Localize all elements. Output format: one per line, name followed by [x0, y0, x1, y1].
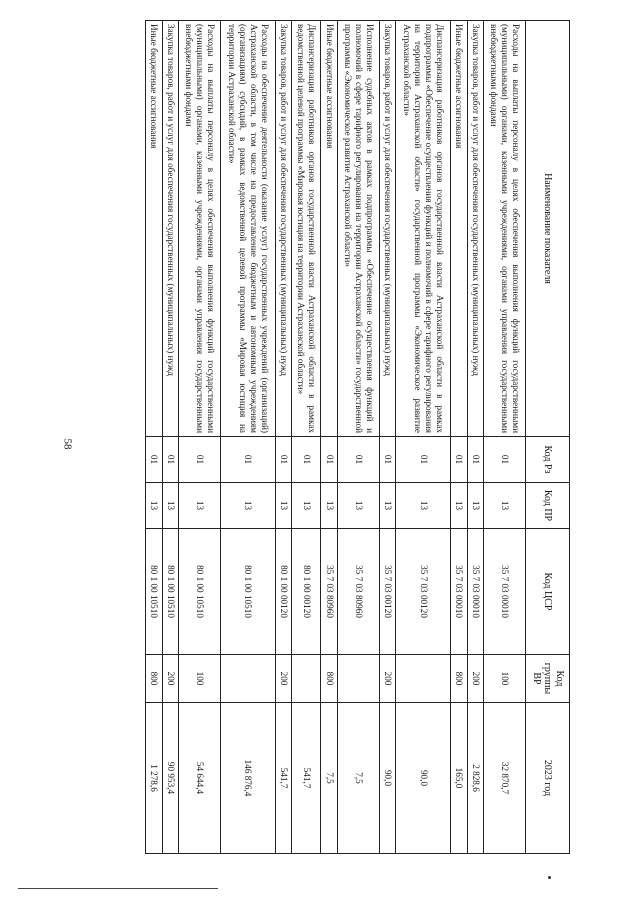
row-value: 90 953,4 — [162, 703, 178, 854]
table-row — [178, 21, 220, 854]
row-value: 54 644,4 — [178, 703, 220, 854]
header-year: 2023 год — [526, 703, 570, 854]
row-csr: 35 7 03 00010 — [467, 529, 483, 655]
table-row — [337, 21, 379, 854]
row-csr: 80 1 00 00120 — [292, 529, 321, 655]
row-name: Исполнение судебных актов в рамках подпрограммы «Обеспечение осуществления функций и полномочий в сфере тарифного регулирования на территории Астраханской области» государственной программы «Экономическое развитие Астраханской области» — [337, 21, 379, 437]
table-row — [162, 21, 178, 854]
row-value: 90,0 — [396, 703, 451, 854]
row-vr: 800 — [451, 655, 467, 703]
row-pr: 13 — [467, 483, 483, 529]
table-row — [146, 21, 163, 854]
row-vr — [396, 655, 451, 703]
row-pr: 13 — [483, 483, 525, 529]
row-pr: 13 — [321, 483, 337, 529]
row-pr: 13 — [396, 483, 451, 529]
row-rz: 01 — [146, 437, 163, 483]
row-vr: 100 — [483, 655, 525, 703]
row-rz: 01 — [483, 437, 525, 483]
row-rz: 01 — [321, 437, 337, 483]
row-name: Расходы на обеспечение деятельности (оказание услуг) государственных учреждений (организаций) Астраханской области, в том числе на предоставление бюджетным и автономным учреждениям (организациям) субсидий, в рамках ведомственной целевой программы «Мировая юстиция на территории Астраханской области» — [220, 21, 275, 437]
row-rz: 01 — [396, 437, 451, 483]
row-value: 165,0 — [451, 703, 467, 854]
footer-rule — [18, 888, 218, 889]
row-csr: 35 7 03 00120 — [396, 529, 451, 655]
row-vr: 800 — [146, 655, 163, 703]
row-pr: 13 — [337, 483, 379, 529]
budget-table-rotated — [145, 20, 570, 853]
row-value: 7,5 — [321, 703, 337, 854]
header-rz: Код Рз — [526, 437, 570, 483]
table-row — [292, 21, 321, 854]
table-row — [321, 21, 337, 854]
row-csr: 80 1 00 10510 — [162, 529, 178, 655]
row-rz: 01 — [337, 437, 379, 483]
header-csr: Код ЦСР — [526, 529, 570, 655]
row-pr: 13 — [178, 483, 220, 529]
row-vr: 200 — [275, 655, 291, 703]
page-number: 58 — [61, 438, 74, 450]
row-csr: 80 1 00 10510 — [178, 529, 220, 655]
row-rz: 01 — [178, 437, 220, 483]
row-vr: 200 — [379, 655, 395, 703]
row-value: 541,7 — [275, 703, 291, 854]
row-pr: 13 — [146, 483, 163, 529]
row-value: 2 828,6 — [467, 703, 483, 854]
row-csr: 80 1 00 10510 — [220, 529, 275, 655]
header-name: Наименование показателя — [526, 21, 570, 437]
row-vr — [337, 655, 379, 703]
row-value: 32 870,7 — [483, 703, 525, 854]
row-name: Закупка товаров, работ и услуг для обеспечения государственных (муниципальных) нужд — [467, 21, 483, 437]
header-pr: Код ПР — [526, 483, 570, 529]
row-pr: 13 — [162, 483, 178, 529]
scan-mark — [548, 876, 551, 879]
row-name: Расходы на выплаты персоналу в целях обеспечения выполнения функций государственными (муниципальными) органами, казенными учреждениями, органами управления государственными внебюджетными фондами — [483, 21, 525, 437]
row-name: Закупка товаров, работ и услуг для обеспечения государственных (муниципальных) нужд — [275, 21, 291, 437]
row-name: Иные бюджетные ассигнования — [321, 21, 337, 437]
row-vr: 200 — [162, 655, 178, 703]
row-rz: 01 — [467, 437, 483, 483]
row-rz: 01 — [379, 437, 395, 483]
row-csr: 35 7 03 80960 — [321, 529, 337, 655]
row-csr: 80 1 00 00120 — [275, 529, 291, 655]
row-rz: 01 — [451, 437, 467, 483]
row-name: Расходы на выплаты персоналу в целях обеспечения выполнения функций государственными (муниципальными) органами, казенными учреждениями, органами управления государственными внебюджетными фондами — [178, 21, 220, 437]
row-value: 7,5 — [337, 703, 379, 854]
row-csr: 35 7 03 00010 — [483, 529, 525, 655]
row-pr: 13 — [275, 483, 291, 529]
header-vr: Код группы ВР — [526, 655, 570, 703]
row-vr — [292, 655, 321, 703]
table-row — [220, 21, 275, 854]
row-name: Закупка товаров, работ и услуг для обеспечения государственных (муниципальных) нужд — [162, 21, 178, 437]
row-name: Иные бюджетные ассигнования — [451, 21, 467, 437]
row-pr: 13 — [220, 483, 275, 529]
row-name: Иные бюджетные ассигнования — [146, 21, 163, 437]
row-name: Диспансеризация работников органов государственной власти Астраханской области в рамках ведомственной целевой программы «Мировая юстиция на территории Астраханской области» — [292, 21, 321, 437]
row-vr: 200 — [467, 655, 483, 703]
row-value: 90,0 — [379, 703, 395, 854]
table-row — [379, 21, 395, 854]
row-vr: 800 — [321, 655, 337, 703]
table-header-row — [526, 21, 570, 854]
row-csr: 35 7 03 00010 — [451, 529, 467, 655]
table-row — [396, 21, 451, 854]
budget-table — [145, 20, 570, 854]
row-csr: 35 7 03 00120 — [379, 529, 395, 655]
table-row — [275, 21, 291, 854]
row-pr: 13 — [379, 483, 395, 529]
row-value: 146 876,4 — [220, 703, 275, 854]
row-value: 541,7 — [292, 703, 321, 854]
table-row — [483, 21, 525, 854]
row-csr: 80 1 00 10510 — [146, 529, 163, 655]
row-rz: 01 — [162, 437, 178, 483]
row-pr: 13 — [292, 483, 321, 529]
row-rz: 01 — [275, 437, 291, 483]
row-vr — [220, 655, 275, 703]
row-value: 1 278,6 — [146, 703, 163, 854]
row-name: Закупка товаров, работ и услуг для обеспечения государственных (муниципальных) нужд — [379, 21, 395, 437]
row-name: Диспансеризация работников органов государственной власти Астраханской области в рамках подпрограммы «Обеспечение осуществления функций и полномочий в сфере тарифного регулирования на территории Астраханской области» государственной программы «Экономическое развитие Астраханской области» — [396, 21, 451, 437]
row-csr: 35 7 03 80960 — [337, 529, 379, 655]
row-pr: 13 — [451, 483, 467, 529]
row-rz: 01 — [292, 437, 321, 483]
table-row — [451, 21, 467, 854]
row-rz: 01 — [220, 437, 275, 483]
table-row — [467, 21, 483, 854]
row-vr: 100 — [178, 655, 220, 703]
